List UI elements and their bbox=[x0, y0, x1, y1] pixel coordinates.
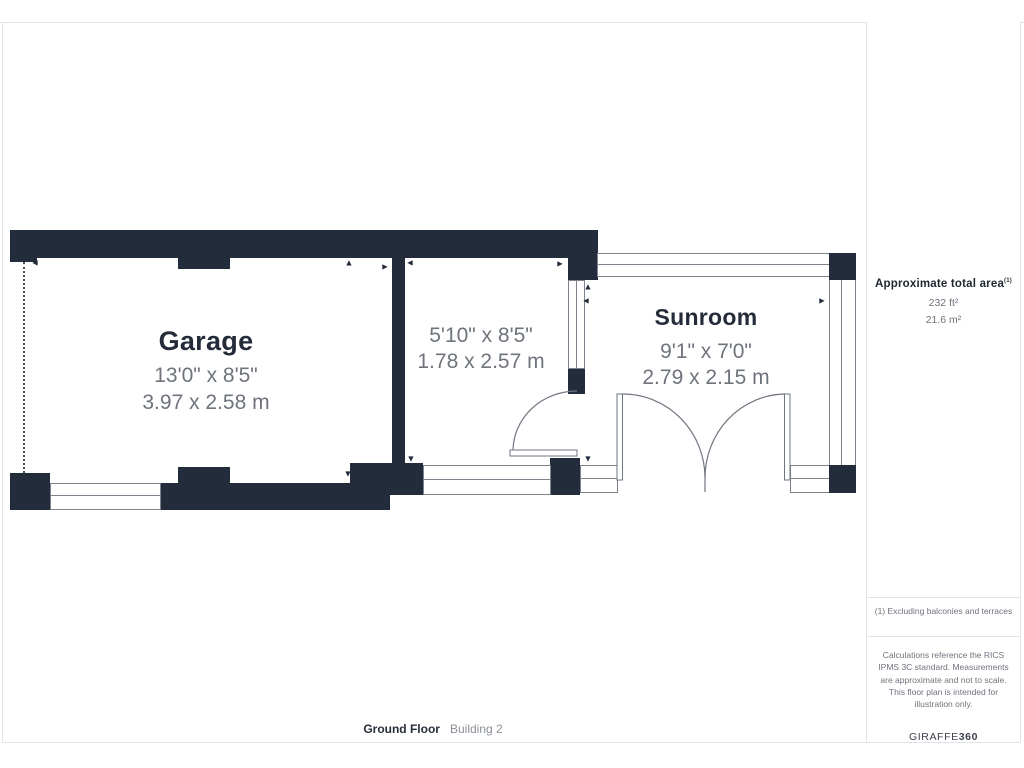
total-area-metric: 21.6 m² bbox=[925, 314, 962, 327]
total-area-title bbox=[867, 278, 1020, 290]
total-area-imperial: 232 ft² bbox=[928, 297, 959, 309]
wall-sunroom-post-bottom-right bbox=[829, 465, 856, 493]
measurement-marker: ▼ bbox=[343, 468, 353, 479]
room-label-midroom bbox=[396, 323, 566, 374]
brand-name: GIRAFFE bbox=[908, 731, 959, 743]
glazing-sunroom-top bbox=[597, 253, 830, 277]
footnote-text: (1) Excluding balconies and terraces bbox=[874, 606, 1013, 616]
measurement-marker: ◄ bbox=[405, 257, 415, 268]
footnote-ref: (1) bbox=[1004, 278, 1012, 285]
room-dim-metric: 3.97 x 2.58 m bbox=[142, 390, 270, 414]
measurement-marker: ▲ bbox=[583, 281, 593, 292]
wall-pillar-garage-top bbox=[178, 258, 230, 269]
garage-door-dotted-line bbox=[23, 262, 25, 473]
window-midroom-bottom bbox=[423, 465, 551, 495]
measurement-marker: ▼ bbox=[583, 453, 593, 464]
window-sunroom-bottom-right bbox=[790, 465, 830, 493]
room-dim-imperial: 13'0" x 8'5" bbox=[154, 364, 258, 387]
window-mullion bbox=[581, 478, 617, 479]
window-mullion bbox=[791, 478, 829, 479]
measurement-marker: ► bbox=[380, 261, 390, 272]
window-mullion bbox=[424, 479, 550, 480]
info-sidebar bbox=[866, 22, 1021, 743]
measurement-marker: ◄ bbox=[581, 295, 591, 306]
room-name: Sunroom bbox=[654, 304, 758, 330]
wall-right-mid-block bbox=[568, 368, 585, 394]
brand-logo bbox=[867, 731, 1020, 743]
total-area-block bbox=[867, 278, 1020, 330]
brand-suffix: 360 bbox=[958, 731, 979, 743]
floor-name: Ground Floor bbox=[363, 722, 440, 736]
disclaimer-text bbox=[873, 649, 1014, 711]
measurement-marker: ► bbox=[817, 295, 827, 306]
wall-bottom-left-corner bbox=[10, 473, 50, 510]
wall-garage-bottom bbox=[160, 483, 390, 510]
measurement-marker: ▲ bbox=[344, 257, 354, 268]
sidebar-divider bbox=[867, 597, 1020, 598]
window-mullion bbox=[576, 281, 577, 368]
measurement-marker: ◄ bbox=[30, 257, 40, 268]
window-mullion bbox=[598, 264, 829, 265]
disclaimer-inner: Calculations reference the RICS IPMS 3C standard. Measurements are approximate and not to scale. This floor plan is intended for illustration only. bbox=[878, 650, 1009, 710]
room-dim-imperial: 5'10" x 8'5" bbox=[429, 324, 533, 347]
total-area-title-text: Approximate total area bbox=[875, 278, 1005, 290]
room-label-sunroom bbox=[600, 304, 812, 390]
wall-right-top-block bbox=[568, 230, 598, 280]
wall-sunroom-post-top-right bbox=[829, 253, 856, 280]
wall-pillar-garage-bottom bbox=[178, 467, 230, 483]
total-area-values bbox=[867, 295, 1020, 330]
measurement-marker: ▼ bbox=[406, 453, 416, 464]
glazing-sunroom-right bbox=[829, 253, 856, 493]
wall-top bbox=[10, 230, 598, 258]
wall-divider-foot bbox=[350, 463, 423, 483]
wall-door-post bbox=[550, 458, 580, 495]
sidebar-divider bbox=[867, 636, 1020, 637]
room-name: Garage bbox=[158, 326, 254, 356]
building-name: Building 2 bbox=[449, 722, 503, 736]
plan-footer bbox=[0, 722, 866, 736]
room-label-garage bbox=[56, 326, 356, 416]
room-dim-imperial: 9'1" x 7'0" bbox=[660, 340, 752, 363]
window-mullion bbox=[841, 254, 842, 492]
window-garage-bottom bbox=[50, 483, 161, 510]
window-sunroom-bottom-left bbox=[580, 465, 618, 493]
window-midroom-right bbox=[568, 280, 585, 369]
wall-top-left-corner bbox=[10, 230, 37, 262]
measurement-marker: ► bbox=[555, 258, 565, 269]
window-mullion bbox=[51, 495, 160, 496]
room-dim-metric: 2.79 x 2.15 m bbox=[642, 365, 770, 389]
room-dim-metric: 1.78 x 2.57 m bbox=[417, 349, 545, 373]
